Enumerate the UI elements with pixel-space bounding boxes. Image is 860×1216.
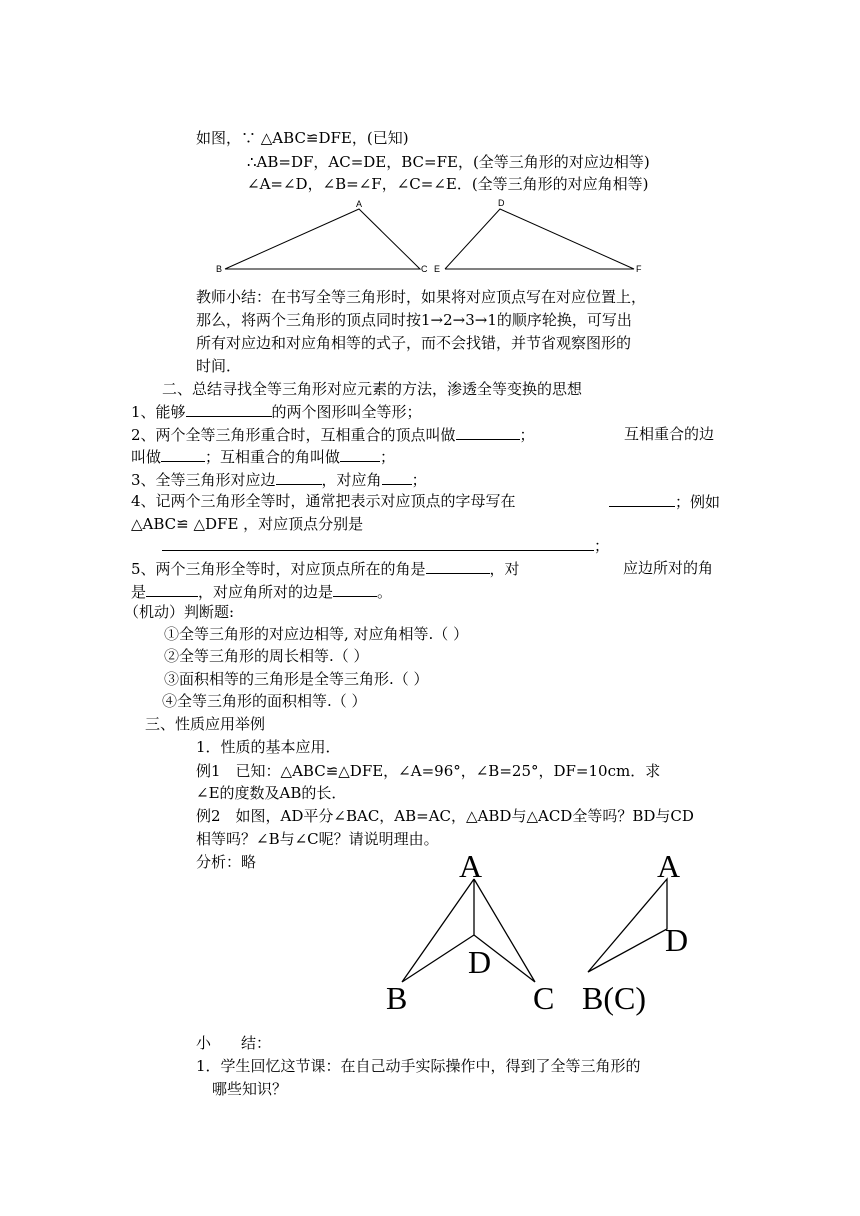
vertex-label-a: A bbox=[356, 199, 363, 209]
fig2-label-c: C bbox=[533, 980, 555, 1016]
example-2-line-2: 相等吗？∠B与∠C呢？请说明理由。 bbox=[196, 830, 439, 848]
blank bbox=[340, 445, 380, 462]
blank bbox=[161, 445, 205, 462]
question-2: 2、两个全等三角形重合时，互相重合的顶点叫做 ； bbox=[131, 423, 535, 446]
judge-item-4: ④全等三角形的面积相等.（ ） bbox=[162, 692, 367, 710]
blank bbox=[382, 468, 412, 485]
analysis: 分析：略 bbox=[196, 853, 257, 871]
fig2-label-bc: B(C) bbox=[582, 980, 646, 1016]
triangle-abc-with-d bbox=[402, 879, 535, 982]
teacher-summary-3: 所有对应边和对应角相等的式子，而不会找错，并节省观察图形的 bbox=[196, 334, 632, 352]
section-3-title: 三、性质应用举例 bbox=[145, 715, 266, 733]
question-5-line-2: 是 ，对应角所对的边是 。 bbox=[131, 580, 392, 603]
question-2-tail: 互相重合的边 bbox=[624, 425, 715, 443]
fig2-label-d2: D bbox=[665, 922, 689, 958]
summary-title: 小 结： bbox=[196, 1034, 272, 1052]
intro-line-2: ∴AB=DF，AC=DE，BC=FE，(全等三角形的对应边相等) bbox=[247, 153, 650, 171]
blank bbox=[162, 534, 594, 551]
vertex-label-e: E bbox=[434, 264, 441, 274]
teacher-summary-2: 那么，将两个三角形的顶点同时按1→2→3→1的顺序轮换，可写出 bbox=[196, 311, 632, 329]
blank bbox=[186, 400, 272, 417]
question-2-line-2: 叫做 ；互相重合的角叫做 ； bbox=[131, 445, 395, 468]
fig2-label-a2: A bbox=[657, 848, 681, 884]
triangle-def bbox=[445, 209, 634, 269]
fig2-label-a: A bbox=[459, 848, 483, 884]
intro-line-3: ∠A=∠D，∠B=∠F，∠C=∠E．(全等三角形的对应角相等) bbox=[247, 175, 649, 193]
example-2-line-1: 例2 如图，AD平分∠BAC，AB=AC，△ABD与△ACD全等吗？BD与CD bbox=[196, 807, 694, 825]
intro-line-1: 如图，∵ △ABC≌DFE，(已知) bbox=[196, 129, 409, 147]
question-4-line-3: ； bbox=[162, 534, 609, 557]
question-4-blank: ；例如 bbox=[609, 490, 720, 513]
judge-item-2: ②全等三角形的周长相等.（ ） bbox=[164, 647, 369, 665]
blank bbox=[426, 557, 490, 574]
question-5-tail: 应边所对的角 bbox=[623, 559, 714, 577]
blank bbox=[146, 580, 198, 597]
blank bbox=[333, 580, 377, 597]
question-4-line-2: △ABC≌ △DFE ，对应顶点分别是 bbox=[131, 515, 364, 533]
question-3: 3、全等三角形对应边 ，对应角 ； bbox=[131, 468, 427, 491]
fig2-label-d: D bbox=[468, 944, 492, 980]
teacher-summary-1: 教师小结：在书写全等三角形时，如果将对应顶点写在对应位置上， bbox=[196, 288, 647, 306]
example-1-line-2: ∠E的度数及AB的长． bbox=[196, 784, 347, 802]
triangle-abc bbox=[225, 209, 420, 269]
vertex-label-c: C bbox=[421, 264, 428, 274]
question-5: 5、两个三角形全等时，对应顶点所在的角是 ，对 bbox=[131, 557, 520, 580]
judge-item-3: ③面积相等的三角形是全等三角形.（ ） bbox=[164, 670, 429, 688]
blank bbox=[609, 490, 675, 507]
section-2-title: 二、总结寻找全等三角形对应元素的方法，渗透全等变换的思想 bbox=[162, 380, 583, 398]
summary-line-2: 哪些知识？ bbox=[212, 1080, 288, 1098]
teacher-summary-4: 时间． bbox=[196, 357, 242, 375]
blank bbox=[276, 468, 322, 485]
summary-line-1: 1．学生回忆这节课：在自己动手实际操作中，得到了全等三角形的 bbox=[196, 1057, 641, 1075]
blank bbox=[456, 423, 520, 440]
vertex-label-b: B bbox=[216, 264, 223, 274]
question-4: 4、记两个三角形全等时，通常把表示对应顶点的字母写在 bbox=[131, 492, 516, 510]
judge-item-1: ①全等三角形的对应边相等, 对应角相等.（ ） bbox=[164, 625, 469, 643]
folded-triangle bbox=[588, 879, 667, 972]
fig2-label-b: B bbox=[386, 980, 408, 1016]
question-1: 1、能够 的两个图形叫全等形； bbox=[131, 400, 422, 423]
judge-title: （机动）判断题: bbox=[124, 603, 235, 621]
vertex-label-d: D bbox=[498, 198, 505, 208]
section-3-sub-1: 1．性质的基本应用． bbox=[196, 738, 341, 756]
vertex-label-f: F bbox=[636, 264, 642, 274]
example-1-line-1: 例1 已知：△ABC≌△DFE，∠A=96°，∠B=25°，DF=10cm．求 bbox=[196, 762, 661, 780]
